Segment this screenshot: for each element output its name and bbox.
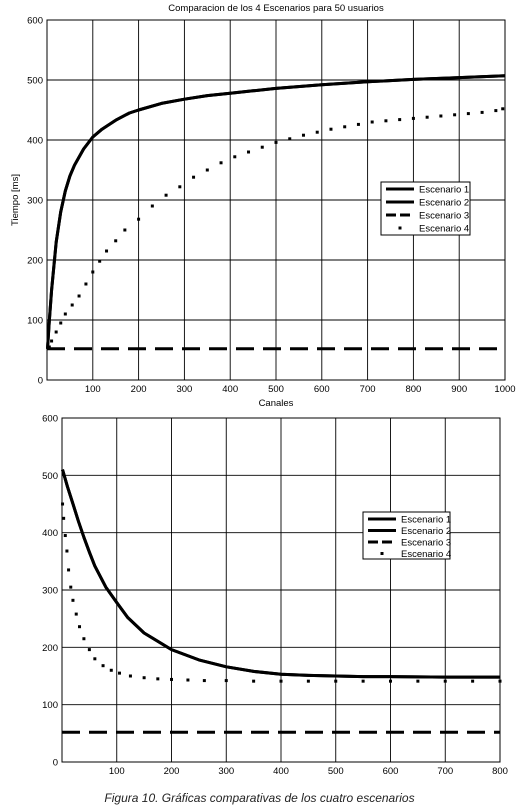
data-point: [203, 679, 206, 682]
data-point: [91, 271, 94, 274]
y-tick-label: 200: [42, 642, 58, 654]
legend: [363, 512, 451, 560]
x-tick-label: 900: [451, 384, 468, 395]
data-point: [88, 648, 91, 651]
data-point: [316, 131, 319, 134]
data-point: [416, 680, 419, 683]
data-point: [343, 125, 346, 128]
data-point: [48, 346, 51, 349]
data-point: [398, 118, 401, 121]
data-point: [110, 669, 113, 672]
data-point: [384, 119, 387, 122]
data-point: [62, 517, 65, 520]
x-tick-label: 500: [327, 766, 344, 777]
data-point: [78, 295, 81, 298]
data-point: [426, 116, 429, 119]
y-tick-label: 300: [42, 585, 58, 597]
data-point: [151, 205, 154, 208]
figure-caption: Figura 10. Gráficas comparativas de los cuatro escenarios: [104, 791, 415, 805]
x-tick-label: 700: [359, 384, 376, 395]
data-point: [64, 534, 67, 537]
data-point: [186, 679, 189, 682]
data-point: [50, 340, 53, 343]
y-ticks: [42, 414, 58, 769]
data-point: [439, 115, 442, 118]
data-point: [61, 503, 64, 506]
y-tick-label: 400: [27, 135, 43, 147]
legend-swatch: [381, 552, 384, 555]
legend-label: Escenario 4: [419, 223, 470, 235]
data-point: [206, 169, 209, 172]
legend-swatch: [399, 227, 402, 230]
data-point: [75, 613, 78, 616]
data-point: [302, 134, 305, 137]
data-point: [494, 109, 497, 112]
data-point: [288, 137, 291, 140]
y-tick-label: 400: [42, 528, 58, 540]
data-point: [178, 185, 181, 188]
x-tick-label: 800: [405, 384, 422, 395]
y-axis-label: Tiempo [ms]: [10, 174, 21, 226]
legend-label: Escenario 4: [401, 549, 452, 560]
x-tick-label: 200: [130, 384, 147, 395]
x-ticks: [109, 766, 508, 777]
data-point: [307, 680, 310, 683]
legend-label: Escenario 1: [401, 514, 452, 526]
data-point: [453, 113, 456, 116]
x-tick-label: 700: [437, 766, 454, 777]
legend-label: Escenario 3: [401, 537, 452, 549]
data-point: [118, 672, 121, 675]
y-tick-label: 300: [27, 195, 43, 207]
data-point: [471, 680, 474, 683]
y-tick-label: 200: [27, 255, 43, 267]
y-tick-label: 100: [27, 315, 43, 327]
legend-label: Escenario 1: [419, 184, 470, 196]
data-point: [357, 123, 360, 126]
data-point: [261, 146, 264, 149]
data-point: [123, 229, 126, 232]
x-tick-label: 300: [176, 384, 193, 395]
y-tick-label: 0: [37, 375, 43, 387]
data-point: [501, 107, 504, 110]
x-ticks: [85, 384, 516, 395]
grid: [62, 418, 500, 762]
x-tick-label: 100: [108, 766, 125, 777]
data-point: [84, 283, 87, 286]
data-point: [137, 218, 140, 221]
y-tick-label: 500: [27, 75, 43, 87]
x-tick-label: 600: [382, 766, 399, 777]
data-point: [220, 161, 223, 164]
data-point: [362, 680, 365, 683]
data-point: [170, 678, 173, 681]
data-point: [225, 679, 228, 682]
data-point: [98, 260, 101, 263]
chart-bottom: [0, 411, 519, 791]
data-point: [65, 550, 68, 553]
data-point: [371, 121, 374, 124]
data-point: [102, 664, 105, 667]
data-point: [481, 111, 484, 114]
data-point: [69, 586, 72, 589]
x-tick-label: 300: [218, 766, 235, 777]
data-point: [247, 151, 250, 154]
y-tick-label: 100: [42, 700, 58, 712]
data-point: [280, 680, 283, 683]
x-tick-label: 600: [313, 384, 330, 395]
y-tick-label: 500: [42, 470, 58, 482]
data-point: [389, 680, 392, 683]
x-tick-label: 1000: [494, 384, 516, 395]
data-point: [165, 194, 168, 197]
y-tick-label: 600: [27, 15, 43, 27]
chart-title: Comparacion de los 4 Escenarios para 50 usuarios: [168, 3, 384, 14]
legend-label: Escenario 2: [419, 197, 470, 209]
data-point: [67, 568, 70, 571]
data-point: [467, 112, 470, 115]
data-point: [412, 117, 415, 120]
data-point: [93, 657, 96, 660]
data-point: [192, 176, 195, 179]
x-tick-label: 400: [222, 384, 239, 395]
y-tick-label: 0: [52, 757, 58, 769]
x-tick-label: 200: [163, 766, 180, 777]
legend: [381, 182, 470, 235]
data-point: [156, 677, 159, 680]
data-point: [64, 313, 67, 316]
legend-label: Escenario 2: [401, 526, 452, 537]
x-tick-label: 400: [273, 766, 289, 777]
data-point: [71, 599, 74, 602]
x-tick-label: 500: [268, 384, 284, 395]
data-point: [334, 680, 337, 683]
data-point: [444, 680, 447, 683]
data-point: [82, 637, 85, 640]
data-point: [233, 155, 236, 158]
x-tick-label: 100: [84, 384, 101, 395]
data-point: [71, 304, 74, 307]
data-point: [78, 625, 81, 628]
legend-label: Escenario 3: [419, 210, 470, 222]
data-point: [59, 322, 62, 325]
data-point: [114, 239, 117, 242]
data-point: [105, 250, 108, 253]
data-point: [499, 680, 502, 683]
data-point: [252, 680, 255, 683]
data-point: [55, 331, 58, 334]
y-tick-label: 600: [42, 413, 58, 425]
x-axis-label: Canales: [258, 398, 294, 409]
data-point: [129, 675, 132, 678]
data-point: [275, 141, 278, 144]
data-point: [329, 128, 332, 131]
x-tick-label: 800: [492, 766, 508, 777]
data-point: [143, 676, 146, 679]
y-ticks: [27, 16, 43, 387]
